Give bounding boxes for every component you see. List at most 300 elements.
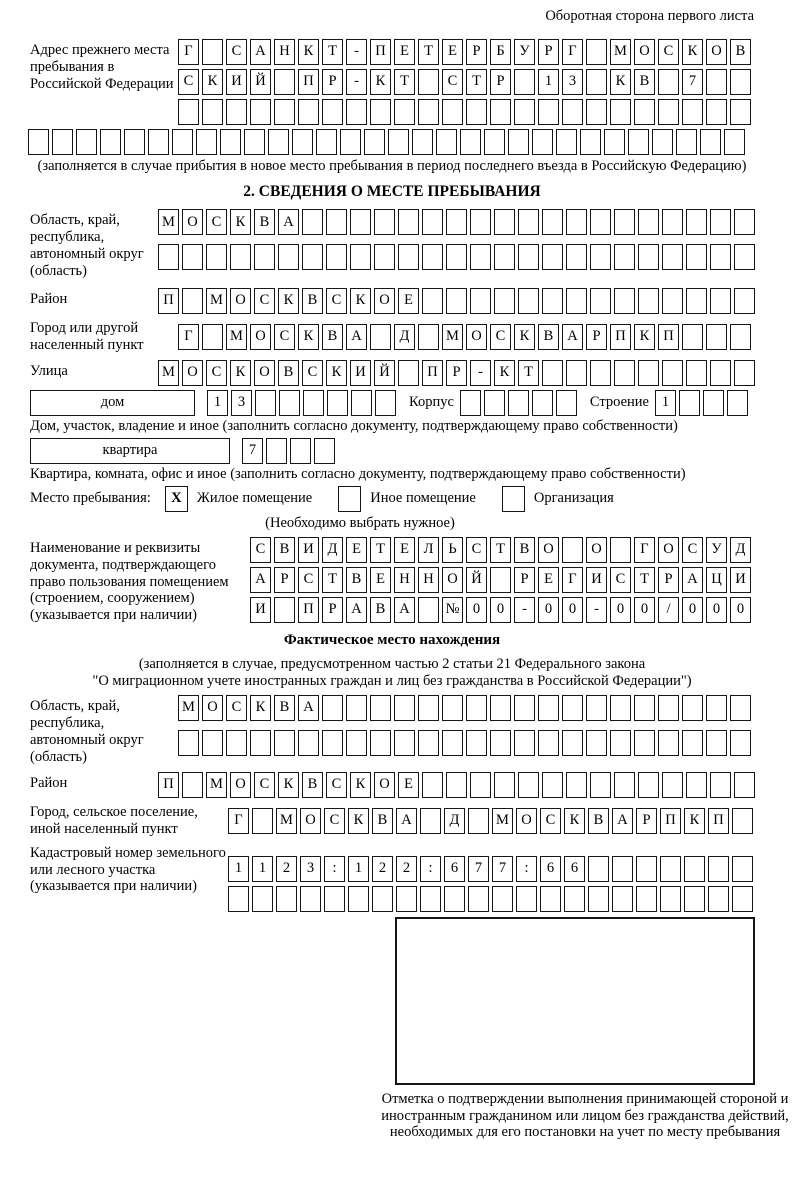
char-cell[interactable]	[202, 39, 223, 65]
char-cell[interactable]	[372, 886, 393, 912]
char-cell[interactable]	[255, 390, 276, 416]
char-cell[interactable]: 6	[444, 856, 465, 882]
char-cell[interactable]: И	[226, 69, 247, 95]
char-cell[interactable]: Й	[466, 567, 487, 593]
char-cell[interactable]	[614, 209, 635, 235]
char-cell[interactable]	[590, 288, 611, 314]
char-cell[interactable]	[556, 390, 577, 416]
char-cell[interactable]	[302, 244, 323, 270]
char-cell[interactable]	[422, 772, 443, 798]
char-cell[interactable]: В	[274, 537, 295, 563]
char-cell[interactable]: 1	[252, 856, 273, 882]
char-cell[interactable]: О	[250, 324, 271, 350]
char-cell[interactable]	[730, 695, 751, 721]
char-cell[interactable]	[732, 886, 753, 912]
char-cell[interactable]	[730, 99, 751, 125]
char-cell[interactable]	[612, 856, 633, 882]
char-cell[interactable]: В	[370, 597, 391, 623]
char-cell[interactable]: Р	[490, 69, 511, 95]
char-cell[interactable]	[706, 695, 727, 721]
char-cell[interactable]	[268, 129, 289, 155]
char-cell[interactable]	[590, 772, 611, 798]
char-cell[interactable]	[490, 695, 511, 721]
char-cell[interactable]	[178, 99, 199, 125]
char-cell[interactable]	[76, 129, 97, 155]
char-cell[interactable]: М	[610, 39, 631, 65]
char-cell[interactable]	[682, 99, 703, 125]
char-cell[interactable]: Й	[374, 360, 395, 386]
char-cell[interactable]	[124, 129, 145, 155]
char-cell[interactable]	[684, 856, 705, 882]
char-cell[interactable]	[586, 69, 607, 95]
char-cell[interactable]	[734, 772, 755, 798]
char-cell[interactable]	[374, 209, 395, 235]
char-cell[interactable]: О	[658, 537, 679, 563]
char-cell[interactable]	[52, 129, 73, 155]
char-cell[interactable]	[182, 772, 203, 798]
char-cell[interactable]	[398, 244, 419, 270]
char-cell[interactable]	[518, 244, 539, 270]
char-cell[interactable]	[442, 695, 463, 721]
char-cell[interactable]: -	[586, 597, 607, 623]
char-cell[interactable]	[710, 360, 731, 386]
char-cell[interactable]: К	[494, 360, 515, 386]
char-cell[interactable]: К	[350, 288, 371, 314]
char-cell[interactable]	[676, 129, 697, 155]
char-cell[interactable]: П	[422, 360, 443, 386]
char-cell[interactable]: Е	[398, 772, 419, 798]
char-cell[interactable]	[564, 886, 585, 912]
char-cell[interactable]: А	[250, 39, 271, 65]
char-cell[interactable]: 2	[276, 856, 297, 882]
char-cell[interactable]: Т	[634, 567, 655, 593]
char-cell[interactable]	[292, 129, 313, 155]
char-cell[interactable]	[586, 730, 607, 756]
char-cell[interactable]	[466, 695, 487, 721]
char-cell[interactable]: -	[346, 69, 367, 95]
char-cell[interactable]	[514, 99, 535, 125]
char-cell[interactable]: С	[178, 69, 199, 95]
char-cell[interactable]	[226, 730, 247, 756]
char-cell[interactable]	[518, 209, 539, 235]
char-cell[interactable]	[364, 129, 385, 155]
char-cell[interactable]: 7	[242, 438, 263, 464]
char-cell[interactable]	[638, 772, 659, 798]
char-cell[interactable]	[658, 99, 679, 125]
char-cell[interactable]: Т	[490, 537, 511, 563]
char-cell[interactable]	[614, 772, 635, 798]
char-cell[interactable]	[300, 886, 321, 912]
char-cell[interactable]	[614, 288, 635, 314]
char-cell[interactable]	[532, 390, 553, 416]
char-cell[interactable]: М	[206, 288, 227, 314]
char-cell[interactable]: А	[612, 808, 633, 834]
char-cell[interactable]	[652, 129, 673, 155]
char-cell[interactable]: 1	[348, 856, 369, 882]
char-cell[interactable]	[542, 772, 563, 798]
char-cell[interactable]	[724, 129, 745, 155]
char-cell[interactable]: :	[516, 856, 537, 882]
char-cell[interactable]	[276, 886, 297, 912]
stay-type-checkbox-other[interactable]	[338, 486, 361, 512]
char-cell[interactable]	[466, 99, 487, 125]
char-cell[interactable]: 7	[682, 69, 703, 95]
char-cell[interactable]	[682, 695, 703, 721]
char-cell[interactable]: И	[350, 360, 371, 386]
char-cell[interactable]	[316, 129, 337, 155]
char-cell[interactable]	[418, 730, 439, 756]
char-cell[interactable]	[228, 886, 249, 912]
char-cell[interactable]	[398, 360, 419, 386]
char-cell[interactable]	[327, 390, 348, 416]
char-cell[interactable]: В	[254, 209, 275, 235]
char-cell[interactable]: О	[230, 288, 251, 314]
char-cell[interactable]: О	[516, 808, 537, 834]
char-cell[interactable]: А	[346, 597, 367, 623]
char-cell[interactable]	[590, 244, 611, 270]
char-cell[interactable]	[202, 730, 223, 756]
char-cell[interactable]	[460, 390, 481, 416]
char-cell[interactable]	[660, 886, 681, 912]
char-cell[interactable]	[727, 390, 748, 416]
char-cell[interactable]: /	[658, 597, 679, 623]
char-cell[interactable]: 0	[706, 597, 727, 623]
char-cell[interactable]: С	[682, 537, 703, 563]
char-cell[interactable]: Г	[562, 567, 583, 593]
char-cell[interactable]	[398, 209, 419, 235]
char-cell[interactable]	[732, 808, 753, 834]
char-cell[interactable]: С	[298, 567, 319, 593]
char-cell[interactable]: 0	[610, 597, 631, 623]
char-cell[interactable]: С	[226, 39, 247, 65]
char-cell[interactable]	[422, 209, 443, 235]
char-cell[interactable]	[202, 324, 223, 350]
char-cell[interactable]: О	[300, 808, 321, 834]
char-cell[interactable]: Е	[346, 537, 367, 563]
char-cell[interactable]: 3	[231, 390, 252, 416]
char-cell[interactable]	[484, 129, 505, 155]
char-cell[interactable]: В	[274, 695, 295, 721]
char-cell[interactable]: 2	[372, 856, 393, 882]
char-cell[interactable]	[436, 129, 457, 155]
char-cell[interactable]	[590, 360, 611, 386]
char-cell[interactable]: С	[274, 324, 295, 350]
char-cell[interactable]	[468, 886, 489, 912]
char-cell[interactable]	[514, 695, 535, 721]
char-cell[interactable]: С	[324, 808, 345, 834]
char-cell[interactable]	[658, 695, 679, 721]
char-cell[interactable]	[610, 695, 631, 721]
char-cell[interactable]: 0	[466, 597, 487, 623]
char-cell[interactable]	[490, 99, 511, 125]
char-cell[interactable]	[244, 129, 265, 155]
char-cell[interactable]: В	[634, 69, 655, 95]
char-cell[interactable]: :	[420, 856, 441, 882]
char-cell[interactable]: Ц	[706, 567, 727, 593]
char-cell[interactable]: Р	[466, 39, 487, 65]
char-cell[interactable]	[460, 129, 481, 155]
char-cell[interactable]: С	[326, 288, 347, 314]
char-cell[interactable]	[322, 99, 343, 125]
char-cell[interactable]: М	[226, 324, 247, 350]
char-cell[interactable]	[734, 360, 755, 386]
char-cell[interactable]	[686, 772, 707, 798]
char-cell[interactable]	[302, 209, 323, 235]
char-cell[interactable]: 7	[468, 856, 489, 882]
char-cell[interactable]: О	[254, 360, 275, 386]
char-cell[interactable]: Й	[250, 69, 271, 95]
char-cell[interactable]: К	[514, 324, 535, 350]
char-cell[interactable]: 6	[564, 856, 585, 882]
char-cell[interactable]	[706, 730, 727, 756]
char-cell[interactable]: С	[658, 39, 679, 65]
char-cell[interactable]	[370, 99, 391, 125]
char-cell[interactable]: С	[254, 288, 275, 314]
char-cell[interactable]	[492, 886, 513, 912]
char-cell[interactable]	[684, 886, 705, 912]
char-cell[interactable]	[470, 244, 491, 270]
char-cell[interactable]: С	[490, 324, 511, 350]
char-cell[interactable]: А	[278, 209, 299, 235]
char-cell[interactable]: Е	[398, 288, 419, 314]
char-cell[interactable]	[586, 695, 607, 721]
char-cell[interactable]	[730, 324, 751, 350]
char-cell[interactable]: 1	[538, 69, 559, 95]
char-cell[interactable]: У	[706, 537, 727, 563]
char-cell[interactable]	[660, 856, 681, 882]
char-cell[interactable]	[494, 288, 515, 314]
char-cell[interactable]	[686, 244, 707, 270]
char-cell[interactable]	[538, 695, 559, 721]
char-cell[interactable]	[370, 324, 391, 350]
char-cell[interactable]: Н	[394, 567, 415, 593]
char-cell[interactable]: П	[610, 324, 631, 350]
char-cell[interactable]: Р	[322, 597, 343, 623]
char-cell[interactable]: Е	[538, 567, 559, 593]
char-cell[interactable]: К	[250, 695, 271, 721]
char-cell[interactable]	[542, 288, 563, 314]
char-cell[interactable]: 0	[682, 597, 703, 623]
char-cell[interactable]: О	[634, 39, 655, 65]
char-cell[interactable]: Д	[322, 537, 343, 563]
char-cell[interactable]	[220, 129, 241, 155]
char-cell[interactable]	[538, 99, 559, 125]
char-cell[interactable]: М	[158, 360, 179, 386]
char-cell[interactable]	[351, 390, 372, 416]
char-cell[interactable]: Р	[322, 69, 343, 95]
char-cell[interactable]	[252, 808, 273, 834]
char-cell[interactable]	[446, 288, 467, 314]
char-cell[interactable]: С	[442, 69, 463, 95]
char-cell[interactable]	[508, 129, 529, 155]
char-cell[interactable]	[370, 730, 391, 756]
char-cell[interactable]	[730, 730, 751, 756]
char-cell[interactable]	[182, 288, 203, 314]
char-cell[interactable]	[202, 99, 223, 125]
char-cell[interactable]: :	[324, 856, 345, 882]
char-cell[interactable]	[418, 597, 439, 623]
char-cell[interactable]: Р	[446, 360, 467, 386]
char-cell[interactable]: В	[302, 288, 323, 314]
char-cell[interactable]	[324, 886, 345, 912]
char-cell[interactable]	[394, 730, 415, 756]
char-cell[interactable]	[250, 730, 271, 756]
char-cell[interactable]	[442, 99, 463, 125]
char-cell[interactable]: Т	[322, 39, 343, 65]
char-cell[interactable]	[586, 39, 607, 65]
char-cell[interactable]: П	[298, 597, 319, 623]
char-cell[interactable]	[638, 360, 659, 386]
char-cell[interactable]: А	[396, 808, 417, 834]
char-cell[interactable]	[230, 244, 251, 270]
char-cell[interactable]	[346, 99, 367, 125]
char-cell[interactable]	[412, 129, 433, 155]
char-cell[interactable]: Г	[228, 808, 249, 834]
char-cell[interactable]	[252, 886, 273, 912]
char-cell[interactable]	[322, 695, 343, 721]
char-cell[interactable]	[562, 695, 583, 721]
char-cell[interactable]	[662, 244, 683, 270]
char-cell[interactable]: 1	[228, 856, 249, 882]
char-cell[interactable]	[418, 324, 439, 350]
char-cell[interactable]: У	[514, 39, 535, 65]
char-cell[interactable]	[182, 244, 203, 270]
char-cell[interactable]	[470, 288, 491, 314]
char-cell[interactable]	[418, 69, 439, 95]
char-cell[interactable]: П	[370, 39, 391, 65]
char-cell[interactable]: 0	[634, 597, 655, 623]
char-cell[interactable]: В	[538, 324, 559, 350]
char-cell[interactable]: О	[182, 360, 203, 386]
char-cell[interactable]	[350, 209, 371, 235]
char-cell[interactable]: О	[374, 772, 395, 798]
char-cell[interactable]: К	[610, 69, 631, 95]
char-cell[interactable]	[348, 886, 369, 912]
char-cell[interactable]	[322, 730, 343, 756]
char-cell[interactable]	[490, 730, 511, 756]
char-cell[interactable]	[298, 99, 319, 125]
char-cell[interactable]	[468, 808, 489, 834]
char-cell[interactable]	[686, 209, 707, 235]
char-cell[interactable]	[484, 390, 505, 416]
char-cell[interactable]: Р	[636, 808, 657, 834]
char-cell[interactable]	[370, 695, 391, 721]
char-cell[interactable]	[710, 209, 731, 235]
char-cell[interactable]	[178, 730, 199, 756]
stay-type-checkbox-organization[interactable]	[502, 486, 525, 512]
char-cell[interactable]	[516, 886, 537, 912]
char-cell[interactable]: Т	[518, 360, 539, 386]
char-cell[interactable]	[634, 695, 655, 721]
char-cell[interactable]	[422, 288, 443, 314]
char-cell[interactable]: -	[470, 360, 491, 386]
char-cell[interactable]: К	[298, 324, 319, 350]
char-cell[interactable]: 3	[562, 69, 583, 95]
char-cell[interactable]: С	[226, 695, 247, 721]
char-cell[interactable]: Б	[490, 39, 511, 65]
char-cell[interactable]	[604, 129, 625, 155]
char-cell[interactable]: С	[466, 537, 487, 563]
char-cell[interactable]	[303, 390, 324, 416]
char-cell[interactable]	[446, 209, 467, 235]
char-cell[interactable]: Е	[394, 537, 415, 563]
char-cell[interactable]: Р	[658, 567, 679, 593]
char-cell[interactable]	[612, 886, 633, 912]
char-cell[interactable]: 1	[655, 390, 676, 416]
char-cell[interactable]: А	[250, 567, 271, 593]
char-cell[interactable]: Е	[394, 39, 415, 65]
char-cell[interactable]	[540, 886, 561, 912]
char-cell[interactable]	[634, 99, 655, 125]
char-cell[interactable]: Л	[418, 537, 439, 563]
char-cell[interactable]: 0	[538, 597, 559, 623]
char-cell[interactable]	[494, 244, 515, 270]
char-cell[interactable]: В	[302, 772, 323, 798]
char-cell[interactable]	[350, 244, 371, 270]
char-cell[interactable]: В	[730, 39, 751, 65]
char-cell[interactable]: 1	[207, 390, 228, 416]
char-cell[interactable]	[422, 244, 443, 270]
char-cell[interactable]	[638, 244, 659, 270]
char-cell[interactable]	[686, 288, 707, 314]
char-cell[interactable]: 6	[540, 856, 561, 882]
char-cell[interactable]	[394, 99, 415, 125]
char-cell[interactable]: Г	[178, 324, 199, 350]
char-cell[interactable]: А	[346, 324, 367, 350]
char-cell[interactable]	[254, 244, 275, 270]
char-cell[interactable]: К	[230, 209, 251, 235]
char-cell[interactable]: В	[588, 808, 609, 834]
char-cell[interactable]	[274, 730, 295, 756]
char-cell[interactable]: Р	[274, 567, 295, 593]
char-cell[interactable]: -	[346, 39, 367, 65]
char-cell[interactable]: П	[708, 808, 729, 834]
char-cell[interactable]: Р	[538, 39, 559, 65]
char-cell[interactable]: К	[350, 772, 371, 798]
char-cell[interactable]	[556, 129, 577, 155]
char-cell[interactable]: К	[278, 288, 299, 314]
char-cell[interactable]	[396, 886, 417, 912]
char-cell[interactable]	[658, 730, 679, 756]
char-cell[interactable]	[610, 730, 631, 756]
char-cell[interactable]	[734, 244, 755, 270]
char-cell[interactable]	[100, 129, 121, 155]
char-cell[interactable]: П	[298, 69, 319, 95]
char-cell[interactable]	[250, 99, 271, 125]
char-cell[interactable]	[542, 360, 563, 386]
char-cell[interactable]	[636, 856, 657, 882]
char-cell[interactable]: А	[682, 567, 703, 593]
char-cell[interactable]: №	[442, 597, 463, 623]
char-cell[interactable]: Г	[634, 537, 655, 563]
char-cell[interactable]	[266, 438, 287, 464]
char-cell[interactable]	[226, 99, 247, 125]
char-cell[interactable]	[420, 886, 441, 912]
char-cell[interactable]	[566, 360, 587, 386]
char-cell[interactable]	[706, 69, 727, 95]
char-cell[interactable]: М	[206, 772, 227, 798]
char-cell[interactable]	[196, 129, 217, 155]
char-cell[interactable]	[662, 772, 683, 798]
char-cell[interactable]	[420, 808, 441, 834]
char-cell[interactable]: Т	[370, 537, 391, 563]
char-cell[interactable]	[734, 209, 755, 235]
char-cell[interactable]	[610, 537, 631, 563]
char-cell[interactable]	[490, 567, 511, 593]
char-cell[interactable]: М	[442, 324, 463, 350]
char-cell[interactable]	[703, 390, 724, 416]
char-cell[interactable]	[658, 69, 679, 95]
